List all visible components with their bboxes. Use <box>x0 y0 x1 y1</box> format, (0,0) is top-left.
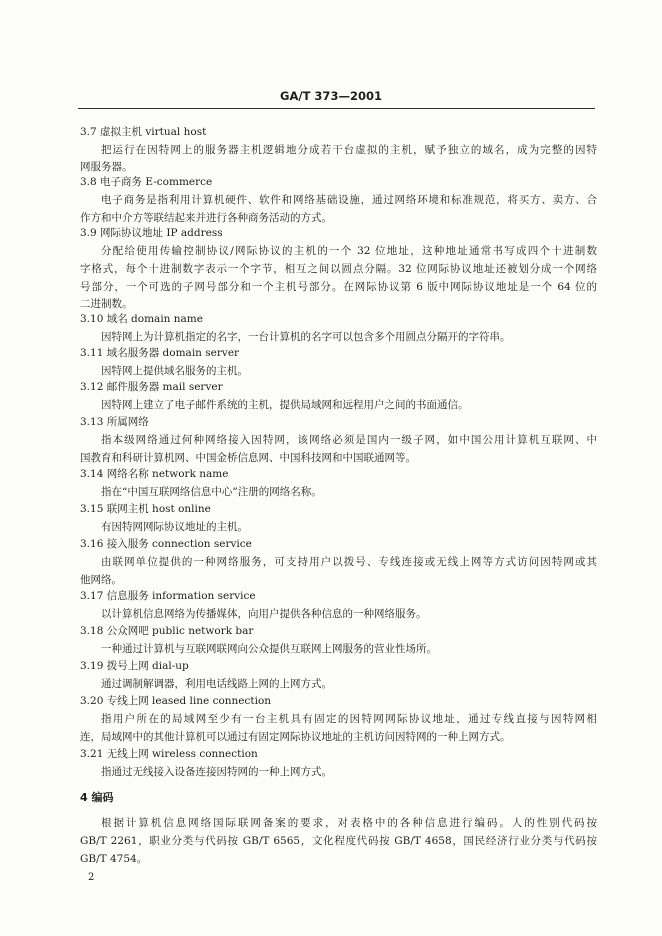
section-heading: 3.19 拨号上网 dial-up <box>80 660 189 672</box>
section-heading: 3.8 电子商务 E-commerce <box>80 176 213 188</box>
text-line: 因特网上提供域名服务的主机。 <box>101 365 248 377</box>
section-heading: 3.10 域名 domain name <box>80 313 203 325</box>
text-line: 因特网上为计算机指定的名字，一台计算机的名字可以包含多个用圆点分隔开的字符串。 <box>101 331 511 343</box>
section-heading: 3.21 无线上网 wireless connection <box>80 748 258 760</box>
header-rule <box>78 108 595 109</box>
section-heading: 3.11 域名服务器 domain server <box>80 347 240 359</box>
text-line: 二进制数。 <box>80 298 133 310</box>
text-line: 有因特网网际协议地址的主机。 <box>101 521 248 533</box>
text-line: 连，局域网中的其他计算机可以通过有固定网际协议地址的主机访问因特网的一种上网方式。 <box>80 731 511 743</box>
text-line: GB/T 2261，职业分类与代码按 GB/T 6565，文化程度代码按 GB/T 4658，国民经济行业分类与代码按 <box>80 835 597 847</box>
section-heading: 3.18 公众网吧 public network bar <box>80 625 254 637</box>
section-heading: 3.7 虚拟主机 virtual host <box>80 126 207 138</box>
text-line: 指在“中国互联网络信息中心”注册的网络名称。 <box>101 486 322 498</box>
text-line: 指本级网络通过何种网络接入因特网，该网络必须是国内一级子网，如中国公用计算机互联网、中 <box>101 434 597 446</box>
section-heading: 4 编码 <box>80 791 114 804</box>
section-heading: 3.16 接入服务 connection service <box>80 538 252 550</box>
text-line: 网服务器。 <box>80 161 133 173</box>
text-line: 号部分，一个可选的子网号部分和一个主机号部分。在网际协议第 6 版中网际协议地址是一个 64 位的 <box>80 281 597 293</box>
section-heading: 3.12 邮件服务器 mail server <box>80 381 223 393</box>
text-line: 指通过无线接入设备连接因特网的一种上网方式。 <box>101 766 332 778</box>
text-line: 因特网上建立了电子邮件系统的主机，提供局域网和远程用户之间的书面通信。 <box>101 399 469 411</box>
section-heading: 3.9 网际协议地址 IP address <box>80 227 223 239</box>
text-line: 分配给使用传输控制协议/网际协议的主机的一个 32 位地址，这种地址通常书写成四个十进制数 <box>101 245 597 257</box>
text-line: 把运行在因特网上的服务器主机逻辑地分成若干台虚拟的主机，赋予独立的域名，成为完整的因特 <box>101 144 597 156</box>
text-line: 一种通过计算机与互联网联网向公众提供互联网上网服务的营业性场所。 <box>101 643 437 655</box>
section-heading: 3.15 联网主机 host online <box>80 503 211 515</box>
text-line: GB/T 4754。 <box>80 853 148 865</box>
section-heading: 3.20 专线上网 leased line connection <box>80 695 272 707</box>
text-line: 国教育和科研计算机网、中国金桥信息网、中国科技网和中国联通网等。 <box>80 452 416 464</box>
text-line: 指用户所在的局域网至少有一台主机具有固定的因特网网际协议地址，通过专线直接与因特网相 <box>101 713 597 725</box>
text-line: 由联网单位提供的一种网络服务，可支持用户以拨号、专线连接或无线上网等方式访问因特网或其 <box>101 556 597 568</box>
text-line: 以计算机信息网络为传播媒体，向用户提供各种信息的一种网络服务。 <box>101 608 427 620</box>
text-line: 他网络。 <box>80 574 122 586</box>
section-heading: 3.13 所属网络 <box>80 416 149 428</box>
page-number: 2 <box>88 872 95 883</box>
text-line: 根据计算机信息网络国际联网备案的要求，对表格中的各种信息进行编码。人的性别代码按 <box>101 817 597 829</box>
text-line: 通过调制解调器，利用电话线路上网的上网方式。 <box>101 678 332 690</box>
document-header: GA/T 373—2001 <box>280 89 382 103</box>
text-line: 作方和中介方等联结起来并进行各种商务活动的方式。 <box>80 212 332 224</box>
text-line: 字格式，每个十进制数字表示一个字节，相互之间以圆点分隔。32 位网际协议地址还被划分成一个网络 <box>80 263 597 275</box>
section-heading: 3.17 信息服务 information service <box>80 590 256 602</box>
section-heading: 3.14 网络名称 network name <box>80 468 229 480</box>
text-line: 电子商务是指利用计算机硬件、软件和网络基础设施，通过网络环境和标准规范，将买方、卖方、合 <box>101 194 597 206</box>
